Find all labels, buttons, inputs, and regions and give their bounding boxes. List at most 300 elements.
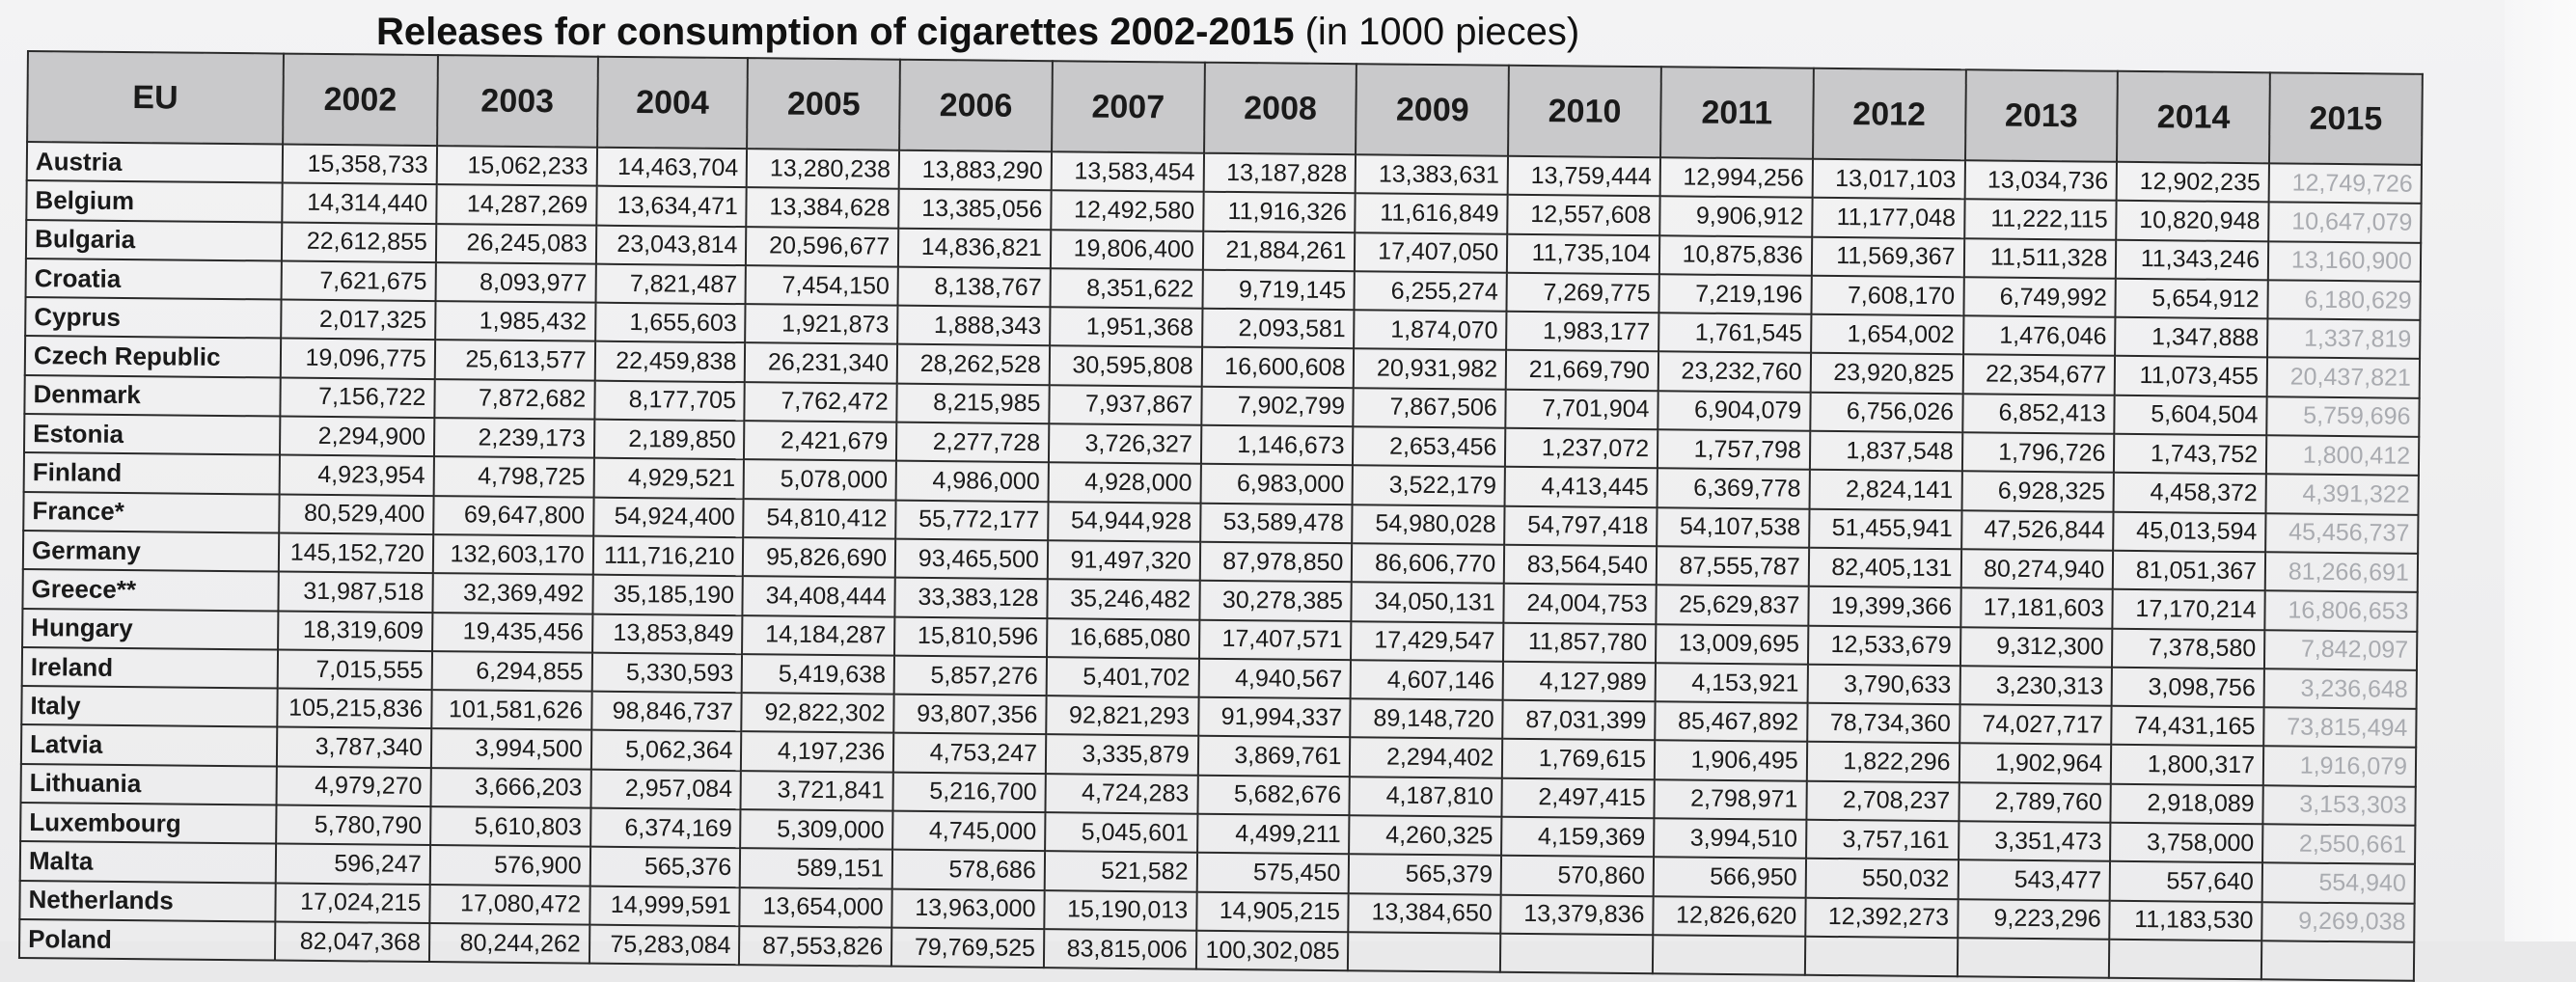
value-cell: 5,780,790 — [276, 805, 430, 846]
value-cell: 1,902,964 — [1959, 744, 2111, 784]
value-cell: 578,686 — [892, 850, 1045, 890]
value-cell: 10,820,948 — [2116, 201, 2268, 241]
value-cell: 15,810,596 — [894, 616, 1047, 657]
value-cell: 11,177,048 — [1812, 198, 1964, 238]
value-cell: 2,824,141 — [1809, 470, 1961, 510]
value-cell: 92,822,302 — [742, 693, 894, 733]
value-cell: 6,255,274 — [1355, 271, 1507, 312]
value-cell: 13,384,628 — [747, 187, 899, 228]
value-cell: 4,724,283 — [1045, 774, 1197, 814]
value-cell: 6,294,855 — [431, 651, 591, 692]
value-cell: 13,017,103 — [1812, 159, 1964, 200]
value-cell: 3,335,879 — [1046, 735, 1198, 776]
country-cell: Poland — [19, 919, 275, 961]
value-cell: 7,219,196 — [1658, 274, 1811, 314]
column-header-year: 2013 — [1965, 69, 2119, 162]
value-cell: 13,583,454 — [1052, 151, 1204, 192]
value-cell: 4,413,445 — [1505, 467, 1658, 507]
value-cell: 9,906,912 — [1659, 197, 1812, 237]
value-cell: 6,369,778 — [1658, 469, 1810, 509]
value-cell: 105,215,836 — [277, 689, 431, 729]
value-cell: 100,302,085 — [1196, 931, 1349, 971]
value-cell: 1,796,726 — [1961, 432, 2114, 473]
column-header-year: 2004 — [597, 57, 749, 149]
value-cell: 13,034,736 — [1964, 160, 2117, 201]
value-cell: 28,262,528 — [897, 344, 1050, 385]
value-cell: 9,312,300 — [1959, 627, 2112, 668]
value-cell: 5,045,601 — [1045, 812, 1197, 853]
value-cell: 53,589,478 — [1200, 503, 1353, 543]
value-cell: 570,860 — [1501, 856, 1654, 896]
value-cell: 12,392,273 — [1805, 897, 1958, 938]
value-cell: 35,185,190 — [592, 575, 743, 615]
value-cell: 7,015,555 — [278, 649, 432, 690]
value-cell: 26,231,340 — [745, 343, 897, 384]
value-cell: 8,138,767 — [898, 267, 1051, 308]
value-cell: 13,383,631 — [1356, 154, 1508, 195]
value-cell: 5,419,638 — [742, 654, 894, 695]
value-cell: 3,869,761 — [1198, 736, 1351, 777]
value-cell: 3,236,648 — [2264, 668, 2417, 709]
value-cell: 4,929,521 — [593, 458, 744, 499]
value-cell: 2,708,237 — [1806, 780, 1959, 821]
column-header-year: 2002 — [283, 54, 438, 147]
value-cell: 145,152,720 — [279, 532, 433, 573]
country-cell: Ireland — [22, 647, 278, 689]
value-cell: 550,032 — [1805, 859, 1958, 899]
value-cell: 22,612,855 — [282, 222, 436, 262]
value-cell: 1,347,888 — [2115, 317, 2267, 358]
column-header-year: 2008 — [1204, 63, 1357, 155]
value-cell: 25,629,837 — [1656, 586, 1808, 626]
value-cell: 6,904,079 — [1658, 391, 1810, 431]
value-cell: 10,875,836 — [1659, 235, 1812, 276]
value-cell: 17,170,214 — [2113, 589, 2265, 630]
value-cell: 55,772,177 — [895, 500, 1048, 540]
value-cell: 91,994,337 — [1198, 697, 1351, 738]
value-cell: 3,098,756 — [2112, 668, 2264, 708]
value-cell: 521,582 — [1045, 852, 1197, 892]
value-cell: 589,151 — [740, 848, 892, 888]
value-cell: 13,379,836 — [1500, 894, 1653, 935]
value-cell: 5,062,364 — [591, 730, 742, 771]
value-cell: 45,456,737 — [2265, 513, 2418, 554]
value-cell: 1,800,412 — [2266, 435, 2419, 476]
value-cell — [1653, 935, 1805, 975]
value-cell: 22,459,838 — [594, 341, 745, 382]
value-cell: 2,653,456 — [1353, 426, 1505, 467]
value-cell: 101,581,626 — [431, 690, 591, 730]
value-cell: 78,734,360 — [1807, 703, 1959, 744]
value-cell: 10,647,079 — [2268, 203, 2421, 243]
value-cell: 14,314,440 — [282, 183, 436, 224]
value-cell: 74,431,165 — [2111, 706, 2263, 747]
value-cell: 16,600,608 — [1201, 347, 1354, 388]
value-cell: 7,821,487 — [595, 264, 746, 305]
value-cell: 34,050,131 — [1352, 582, 1504, 622]
value-cell: 11,569,367 — [1812, 236, 1964, 277]
value-cell: 2,277,728 — [896, 423, 1049, 463]
value-cell: 47,526,844 — [1961, 510, 2114, 551]
value-cell: 18,319,609 — [278, 611, 432, 651]
value-cell: 15,062,233 — [436, 146, 596, 186]
value-cell: 87,553,826 — [739, 926, 891, 967]
value-cell: 17,407,050 — [1355, 232, 1507, 273]
value-cell: 13,883,290 — [899, 150, 1052, 191]
value-cell: 86,606,770 — [1352, 543, 1504, 584]
value-cell: 1,476,046 — [1963, 315, 2116, 356]
value-cell: 4,979,270 — [276, 766, 430, 806]
value-cell: 34,408,444 — [743, 576, 895, 616]
column-header-year: 2007 — [1052, 61, 1205, 153]
value-cell: 32,369,492 — [432, 573, 592, 614]
value-cell: 1,237,072 — [1505, 428, 1658, 469]
value-cell: 93,807,356 — [893, 695, 1046, 735]
value-cell: 51,455,941 — [1809, 508, 1961, 549]
value-cell: 1,769,615 — [1502, 739, 1655, 779]
value-cell: 75,283,084 — [589, 925, 740, 966]
value-cell: 5,330,593 — [591, 653, 742, 694]
value-cell: 8,177,705 — [594, 380, 745, 421]
value-cell: 30,278,385 — [1199, 581, 1352, 621]
value-cell: 565,379 — [1349, 855, 1501, 895]
country-cell: Belgium — [26, 180, 282, 222]
value-cell: 4,745,000 — [892, 811, 1045, 852]
value-cell: 14,463,704 — [596, 148, 747, 188]
value-cell: 1,654,002 — [1811, 314, 1963, 355]
page-edge — [2505, 0, 2576, 941]
value-cell: 5,604,504 — [2115, 396, 2267, 436]
value-cell: 24,004,753 — [1504, 584, 1657, 624]
value-cell: 3,758,000 — [2110, 823, 2262, 863]
value-cell: 13,963,000 — [891, 888, 1044, 929]
value-cell: 54,810,412 — [744, 499, 896, 539]
value-cell: 83,815,006 — [1044, 929, 1196, 969]
value-cell: 7,701,904 — [1506, 390, 1658, 430]
value-cell: 7,762,472 — [745, 382, 897, 423]
value-cell: 2,798,971 — [1654, 779, 1806, 820]
value-cell: 111,716,210 — [592, 536, 743, 577]
value-cell: 2,918,089 — [2111, 784, 2263, 825]
value-cell: 45,013,594 — [2113, 511, 2265, 552]
value-cell: 1,757,798 — [1658, 429, 1810, 470]
country-cell: Malta — [20, 841, 276, 883]
value-cell: 54,107,538 — [1657, 507, 1809, 548]
value-cell: 85,467,892 — [1655, 701, 1807, 742]
value-cell: 5,309,000 — [740, 809, 892, 850]
value-cell: 2,497,415 — [1502, 777, 1655, 818]
value-cell: 5,759,696 — [2266, 396, 2419, 437]
value-cell: 35,246,482 — [1047, 579, 1199, 619]
value-cell: 2,017,325 — [281, 300, 435, 341]
value-cell: 26,245,083 — [436, 224, 596, 264]
value-cell: 8,215,985 — [896, 383, 1049, 423]
column-header-year: 2010 — [1508, 66, 1661, 158]
value-cell: 3,790,633 — [1807, 665, 1959, 705]
value-cell: 21,884,261 — [1203, 231, 1356, 271]
value-cell: 4,798,725 — [433, 456, 593, 497]
value-cell: 4,153,921 — [1656, 663, 1808, 703]
column-header-year: 2011 — [1660, 67, 1814, 159]
value-cell: 73,815,494 — [2263, 707, 2416, 748]
value-cell: 132,603,170 — [433, 534, 593, 575]
value-cell: 13,384,650 — [1349, 893, 1501, 934]
value-cell: 89,148,720 — [1351, 698, 1503, 739]
value-cell: 6,180,629 — [2267, 280, 2420, 320]
country-cell: Hungary — [22, 609, 278, 650]
value-cell: 566,950 — [1654, 858, 1806, 898]
value-cell: 5,401,702 — [1047, 657, 1199, 697]
value-cell — [1957, 938, 2109, 978]
country-cell: Netherlands — [19, 881, 275, 922]
value-cell: 4,197,236 — [741, 732, 893, 773]
value-cell: 14,184,287 — [742, 615, 894, 656]
country-cell: Italy — [21, 686, 277, 727]
value-cell: 17,181,603 — [1960, 588, 2113, 629]
page-title — [376, 8, 1579, 56]
value-cell: 12,557,608 — [1507, 195, 1659, 235]
value-cell: 12,826,620 — [1653, 896, 1805, 937]
value-cell: 3,787,340 — [277, 727, 431, 768]
value-cell: 12,533,679 — [1808, 625, 1960, 666]
value-cell: 1,951,368 — [1050, 307, 1202, 347]
value-cell: 1,743,752 — [2114, 434, 2266, 475]
value-cell: 21,669,790 — [1506, 350, 1658, 391]
value-cell: 11,183,530 — [2110, 900, 2262, 941]
value-cell: 5,610,803 — [430, 806, 590, 847]
country-cell: Finland — [24, 452, 280, 494]
country-cell: Latvia — [21, 724, 277, 766]
value-cell: 4,753,247 — [893, 733, 1046, 774]
value-cell: 7,621,675 — [282, 260, 436, 301]
value-cell: 3,153,303 — [2262, 785, 2415, 826]
value-cell: 20,931,982 — [1354, 349, 1506, 390]
value-cell: 74,027,717 — [1959, 704, 2112, 745]
value-cell: 91,497,320 — [1048, 540, 1200, 581]
value-cell: 11,735,104 — [1507, 233, 1659, 274]
value-cell: 11,073,455 — [2115, 356, 2267, 396]
value-cell: 596,247 — [276, 844, 430, 885]
value-cell: 13,853,849 — [592, 614, 743, 654]
value-cell: 1,800,317 — [2111, 745, 2263, 785]
country-cell: Austria — [27, 142, 283, 183]
value-cell: 7,608,170 — [1811, 276, 1963, 316]
value-cell: 15,358,733 — [283, 145, 437, 185]
value-cell: 3,721,841 — [741, 771, 893, 811]
value-cell: 3,994,500 — [431, 729, 591, 770]
value-cell: 19,096,775 — [281, 339, 435, 379]
value-cell: 5,216,700 — [893, 772, 1046, 812]
title-unit: (in 1000 pieces) — [1304, 11, 1580, 53]
column-header-year: 2012 — [1813, 68, 1966, 161]
value-cell: 87,555,787 — [1657, 546, 1809, 586]
country-cell: Luxembourg — [20, 803, 276, 844]
country-cell: France* — [23, 492, 279, 533]
value-cell: 4,986,000 — [896, 461, 1049, 502]
value-cell: 81,051,367 — [2113, 551, 2265, 591]
value-cell: 5,682,676 — [1197, 775, 1350, 815]
value-cell: 565,376 — [589, 847, 740, 887]
value-cell: 33,383,128 — [895, 578, 1048, 618]
country-cell: Greece** — [22, 569, 278, 611]
value-cell: 4,127,989 — [1503, 662, 1656, 702]
value-cell: 9,269,038 — [2261, 902, 2414, 942]
value-cell: 3,351,473 — [1959, 821, 2111, 861]
value-cell: 7,269,775 — [1507, 273, 1659, 314]
value-cell: 12,902,235 — [2117, 162, 2269, 203]
value-cell: 15,190,013 — [1044, 890, 1196, 931]
value-cell: 5,857,276 — [894, 656, 1047, 696]
value-cell: 1,761,545 — [1658, 313, 1811, 353]
value-cell: 1,983,177 — [1506, 312, 1658, 352]
value-cell: 7,454,150 — [746, 265, 898, 306]
value-cell: 13,187,828 — [1203, 153, 1356, 194]
country-cell: Croatia — [26, 259, 282, 300]
value-cell: 92,821,293 — [1046, 696, 1198, 736]
country-cell: Lithuania — [21, 764, 277, 805]
value-cell: 54,797,418 — [1504, 505, 1657, 546]
value-cell: 23,920,825 — [1810, 353, 1962, 394]
value-cell: 5,078,000 — [744, 460, 896, 501]
value-cell: 7,378,580 — [2112, 628, 2264, 668]
value-cell: 12,749,726 — [2269, 163, 2422, 204]
value-cell: 4,159,369 — [1501, 817, 1654, 858]
column-header-year: 2009 — [1356, 64, 1509, 156]
value-cell: 9,223,296 — [1958, 899, 2110, 940]
value-cell: 79,769,525 — [891, 928, 1044, 968]
value-cell: 30,595,808 — [1050, 346, 1202, 387]
value-cell: 2,294,900 — [280, 417, 434, 457]
value-cell: 3,994,510 — [1654, 818, 1806, 859]
country-cell: Germany — [23, 531, 279, 572]
value-cell: 14,999,591 — [589, 886, 740, 926]
value-cell: 575,450 — [1196, 853, 1349, 893]
value-cell: 7,867,506 — [1354, 388, 1506, 428]
value-cell: 11,222,115 — [1964, 200, 2117, 240]
value-cell: 554,940 — [2262, 863, 2415, 904]
value-cell: 69,647,800 — [433, 496, 593, 536]
value-cell: 93,465,500 — [895, 539, 1048, 580]
value-cell: 7,937,867 — [1049, 385, 1201, 425]
value-cell: 3,230,313 — [1959, 666, 2112, 706]
value-cell: 14,836,821 — [898, 228, 1051, 268]
value-cell: 7,902,799 — [1201, 386, 1354, 426]
value-cell: 81,266,691 — [2265, 552, 2418, 592]
value-cell: 1,655,603 — [595, 303, 746, 343]
value-cell: 87,031,399 — [1502, 700, 1655, 741]
value-cell: 1,146,673 — [1201, 425, 1354, 466]
value-cell: 14,287,269 — [436, 184, 596, 225]
column-header-year: 2015 — [2269, 72, 2423, 165]
column-header-year: 2003 — [437, 55, 598, 148]
value-cell: 4,260,325 — [1350, 815, 1502, 856]
country-cell: Cyprus — [25, 297, 281, 339]
value-cell — [2109, 940, 2261, 980]
value-cell: 4,940,567 — [1198, 659, 1351, 699]
value-cell: 2,957,084 — [590, 769, 741, 809]
value-cell: 1,921,873 — [746, 304, 898, 344]
value-cell: 7,872,682 — [434, 379, 594, 420]
value-cell: 12,994,256 — [1660, 157, 1813, 198]
column-header-region: EU — [27, 51, 284, 145]
value-cell: 31,987,518 — [278, 572, 432, 613]
value-cell — [1805, 937, 1958, 977]
value-cell: 1,837,548 — [1810, 431, 1962, 472]
value-cell: 1,985,432 — [435, 301, 595, 341]
table-body — [19, 142, 2422, 981]
value-cell: 54,944,928 — [1048, 502, 1200, 542]
country-cell: Estonia — [24, 414, 280, 455]
value-cell: 20,437,821 — [2267, 358, 2420, 398]
column-header-year: 2005 — [747, 58, 900, 150]
value-cell: 6,756,026 — [1810, 393, 1962, 433]
value-cell: 2,239,173 — [434, 418, 594, 458]
value-cell: 87,978,850 — [1199, 542, 1352, 583]
value-cell: 98,846,737 — [591, 692, 742, 732]
value-cell: 557,640 — [2110, 861, 2262, 902]
country-cell: Bulgaria — [26, 220, 282, 261]
value-cell: 7,156,722 — [280, 377, 434, 418]
value-cell: 13,634,471 — [596, 186, 747, 227]
value-cell: 6,852,413 — [1962, 394, 2115, 434]
value-cell: 1,906,495 — [1655, 741, 1807, 781]
value-cell: 82,047,368 — [275, 921, 429, 962]
value-cell: 1,916,079 — [2263, 747, 2416, 787]
value-cell: 54,924,400 — [593, 497, 744, 537]
value-cell: 13,280,238 — [747, 149, 899, 189]
value-cell: 23,043,814 — [596, 225, 747, 265]
value-cell: 3,726,327 — [1049, 423, 1201, 464]
value-cell: 6,749,992 — [1963, 277, 2116, 317]
country-cell: Denmark — [24, 375, 280, 417]
value-cell — [2261, 941, 2414, 981]
value-cell: 8,093,977 — [435, 262, 595, 303]
title-main: Releases for consumption of cigarettes 2002-2015 — [376, 11, 1295, 53]
value-cell: 16,685,080 — [1047, 618, 1199, 659]
value-cell: 11,511,328 — [1963, 238, 2116, 279]
value-cell: 13,009,695 — [1656, 624, 1808, 665]
value-cell: 20,596,677 — [746, 227, 898, 267]
value-cell: 1,888,343 — [897, 306, 1050, 346]
value-cell: 80,244,262 — [429, 923, 589, 964]
value-cell: 80,529,400 — [279, 494, 433, 534]
value-cell: 7,842,097 — [2264, 630, 2417, 670]
value-cell: 19,806,400 — [1051, 230, 1203, 270]
value-cell: 4,187,810 — [1350, 777, 1502, 817]
value-cell: 11,616,849 — [1356, 194, 1508, 234]
value-cell: 13,385,056 — [898, 189, 1051, 230]
value-cell: 19,399,366 — [1808, 586, 1960, 627]
value-cell: 16,806,653 — [2264, 591, 2417, 632]
value-cell: 11,857,780 — [1503, 622, 1656, 663]
value-cell: 25,613,577 — [435, 341, 595, 381]
cigarette-releases-table — [18, 50, 2424, 982]
country-cell: Czech Republic — [25, 336, 281, 377]
value-cell: 576,900 — [430, 845, 590, 886]
value-cell: 14,905,215 — [1196, 891, 1349, 932]
value-cell: 4,923,954 — [280, 455, 434, 496]
value-cell: 3,666,203 — [430, 768, 590, 808]
value-cell: 2,550,661 — [2262, 824, 2415, 864]
column-header-year: 2006 — [899, 60, 1053, 152]
value-cell: 23,232,760 — [1658, 352, 1811, 393]
value-cell — [1348, 932, 1500, 972]
value-cell: 54,980,028 — [1353, 505, 1505, 545]
value-cell: 5,654,912 — [2116, 279, 2268, 319]
value-cell: 11,343,246 — [2116, 239, 2268, 280]
value-cell: 1,874,070 — [1355, 310, 1507, 350]
value-cell: 2,093,581 — [1202, 309, 1355, 349]
